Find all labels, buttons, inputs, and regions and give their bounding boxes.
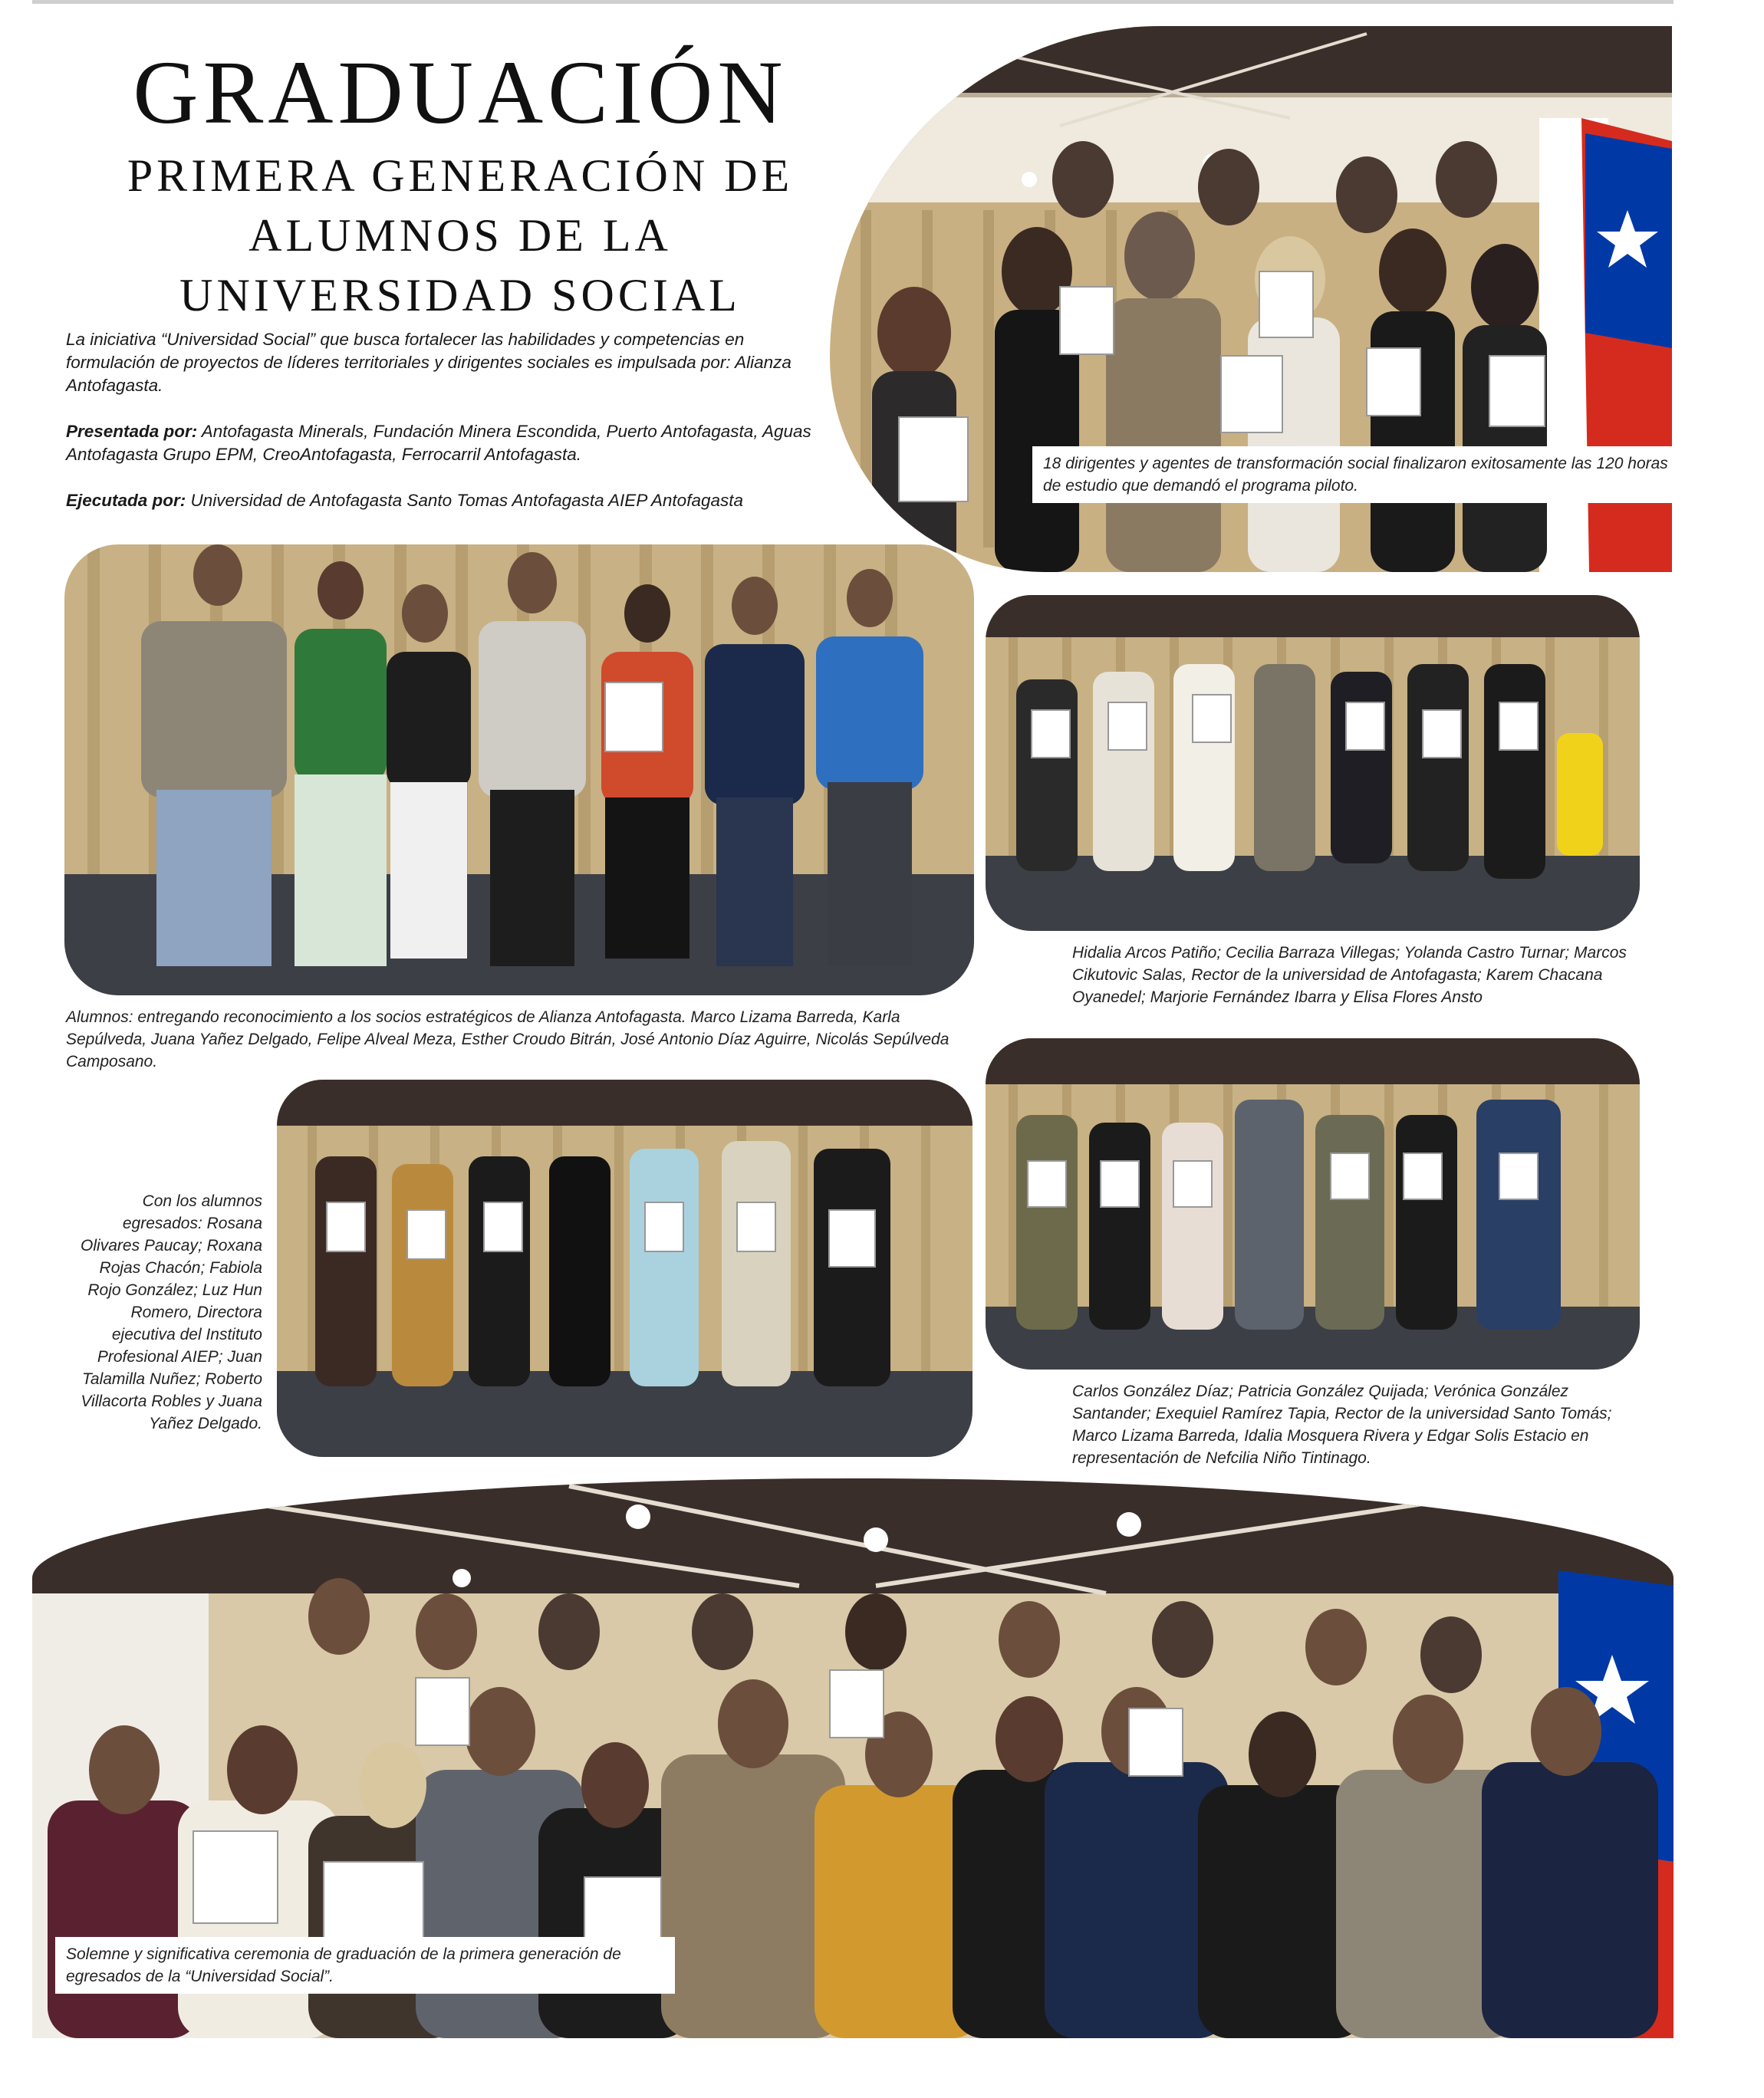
executed-text: Universidad de Antofagasta Santo Tomas Antofagasta AIEP Antofagasta <box>186 491 743 510</box>
page-title: GRADUACIÓN <box>133 42 788 143</box>
photo-illustration-5 <box>986 1038 1640 1370</box>
subtitle-line-3: UNIVERSIDAD SOCIAL <box>179 270 741 321</box>
intro-paragraph: La iniciativa “Universidad Social” que busca fortalecer las habilidades y competencias en formulación de proyectos de líderes territoriales y dirigentes sociales es impulsada por: Alianza Antofagasta. <box>66 330 791 395</box>
caption-photo-5: Carlos González Díaz; Patricia González Quijada; Verónica González Santander; Exequiel Ramírez Tapia, Rector de la universidad Santo Tomás; Marco Lizama Barreda, Idalia Mosquera Rivera y Edgar Solis Estacio en representación de Nefcilia Niño Tintinago. <box>1072 1383 1612 1467</box>
executed-label: Ejecutada por: <box>66 491 186 510</box>
photo-illustration-3 <box>986 595 1640 931</box>
photo-illustration-2 <box>64 544 974 995</box>
photo-group-santo-tomas <box>986 1038 1640 1370</box>
presented-text: Antofagasta Minerals, Fundación Minera Escondida, Puerto Antofagasta, Aguas Antofagasta Grupo EPM, CreoAntofagasta, Ferrocarril Antofagasta. <box>66 422 811 464</box>
photo-partners-left <box>64 544 974 995</box>
executed-by <box>66 489 833 512</box>
caption-photo-3: Hidalia Arcos Patiño; Cecilia Barraza Villegas; Yolanda Castro Turnar; Marcos Cikutovic Salas, Rector de la universidad de Antofagasta; Karem Chacana Oyanedel; Marjorie Fernández Ibarra y Elisa Flores Ansto <box>1072 944 1627 1006</box>
presented-by <box>66 420 833 466</box>
photo-illustration-4 <box>277 1080 973 1457</box>
top-rule <box>32 0 1673 4</box>
caption-photo-6: Solemne y significativa ceremonia de graduación de la primera generación de egresados de la “Universidad Social”. <box>55 1937 675 1994</box>
photo-group-aiep <box>277 1080 973 1457</box>
intro-block <box>66 328 833 535</box>
photo-group-uantof <box>986 595 1640 931</box>
caption-photo-1: 18 dirigentes y agentes de transformación social finalizaron exitosamente las 120 horas de estudio que demandó el programa piloto. <box>1032 446 1683 503</box>
page-subtitle <box>61 146 859 325</box>
presented-label: Presentada por: <box>66 422 198 441</box>
subtitle-line-1: PRIMERA GENERACIÓN DE <box>127 150 794 201</box>
caption-photo-2: Alumnos: entregando reconocimiento a los socios estratégicos de Alianza Antofagasta. Marco Lizama Barreda, Karla Sepúlveda, Juana Yañez Delgado, Felipe Alveal Meza, Esther Croudo Bitrán, José Antonio Díaz Aguirre, Nicolás Sepúlveda Camposano. <box>66 1008 949 1070</box>
caption-photo-4: Con los alumnos egresados: Rosana Olivares Paucay; Roxana Rojas Chacón; Fabiola Rojo González; Luz Hun Romero, Directora ejecutiva del Instituto Profesional AIEP; Juan Talamilla Nuñez; Roberto Villacorta Robles y Juana Yañez Delgado. <box>81 1192 262 1432</box>
subtitle-line-2: ALUMNOS DE LA <box>248 210 672 261</box>
